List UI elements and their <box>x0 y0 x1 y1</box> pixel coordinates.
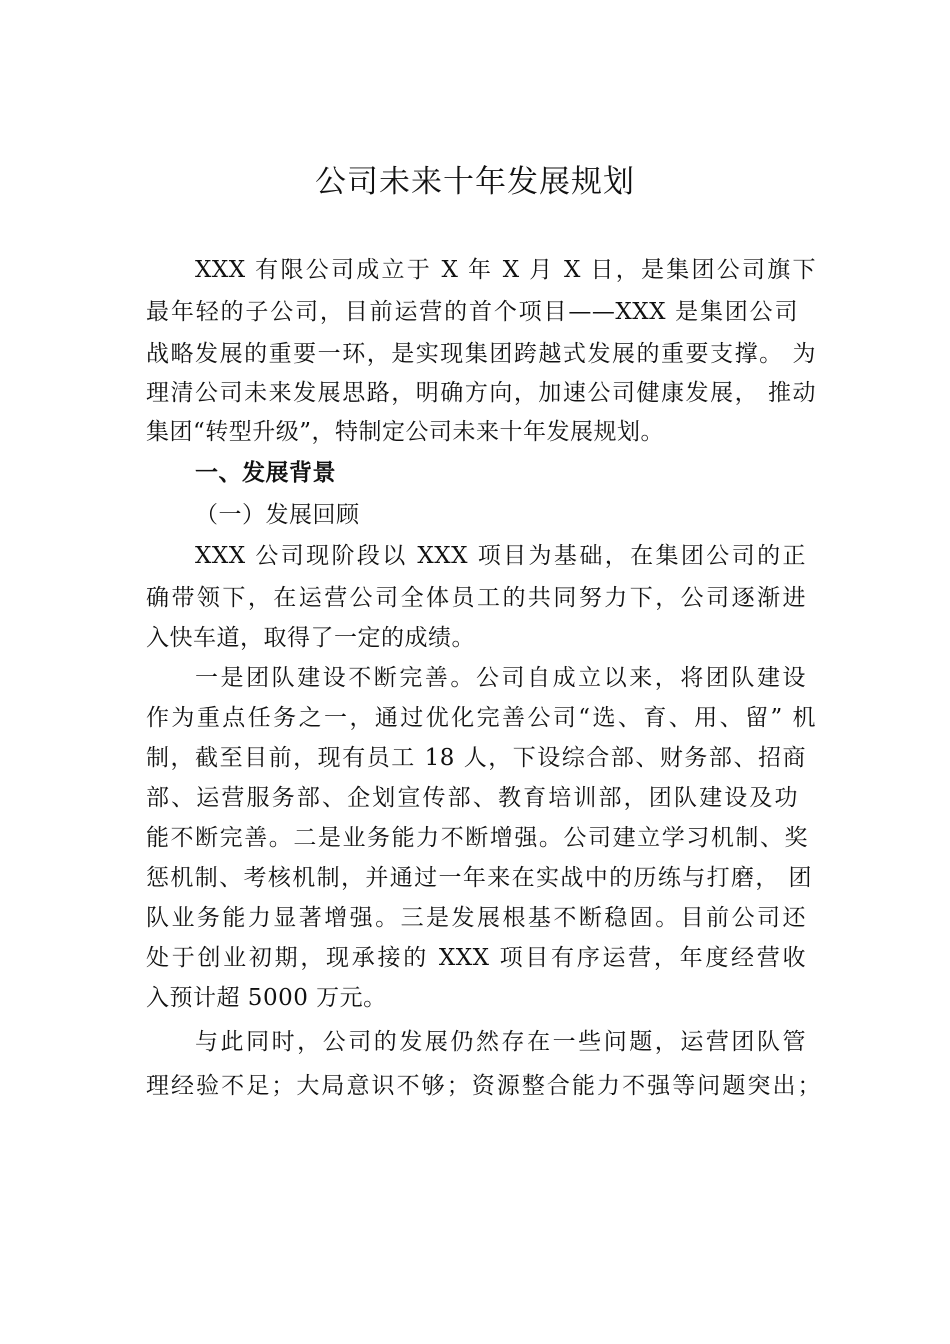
paragraph-line: 作为重点任务之一，通过优化完善公司“选、育、用、留” 机 <box>146 705 816 731</box>
subsection-heading: （一）发展回顾 <box>195 502 360 528</box>
paragraph-line: 队业务能力显著增强。三是发展根基不断稳固。目前公司还 <box>146 905 806 931</box>
paragraph-line: 入快车道，取得了一定的成绩。 <box>146 625 475 651</box>
paragraph-line: 理清公司未来发展思路，明确方向，加速公司健康发展， 推动 <box>146 380 816 406</box>
paragraph-line: 战略发展的重要一环，是实现集团跨越式发展的重要支撑。 为 <box>146 341 816 367</box>
paragraph-line: XXX 公司现阶段以 XXX 项目为基础，在集团公司的正 <box>195 543 806 569</box>
paragraph-line: 理经验不足；大局意识不够；资源整合能力不强等问题突出； <box>146 1073 821 1099</box>
paragraph-line: 一是团队建设不断完善。公司自成立以来，将团队建设 <box>195 665 806 691</box>
paragraph-line: 与此同时，公司的发展仍然存在一些问题，运营团队管 <box>195 1029 806 1055</box>
section-heading: 一、发展背景 <box>195 459 336 486</box>
paragraph-line: 入预计超 5000 万元。 <box>146 985 387 1011</box>
document-title: 公司未来十年发展规划 <box>315 164 635 200</box>
paragraph-line: 处于创业初期，现承接的 XXX 项目有序运营，年度经营收 <box>146 945 806 971</box>
paragraph-line: 集团“转型升级”，特制定公司未来十年发展规划。 <box>146 419 665 445</box>
paragraph-line: 最年轻的子公司，目前运营的首个项目——XXX 是集团公司 <box>146 299 798 325</box>
paragraph-line: 确带领下，在运营公司全体员工的共同努力下，公司逐渐进 <box>146 585 806 611</box>
paragraph-line: XXX 有限公司成立于 X 年 X 月 X 日，是集团公司旗下 <box>195 257 816 283</box>
paragraph-line: 部、运营服务部、企划宣传部、教育培训部，团队建设及功 <box>146 785 798 811</box>
paragraph-line: 惩机制、考核机制，并通过一年来在实战中的历练与打磨， 团 <box>146 865 812 891</box>
paragraph-line: 能不断完善。二是业务能力不断增强。公司建立学习机制、奖 <box>146 825 808 851</box>
paragraph-line: 制，截至目前，现有员工 18 人，下设综合部、财务部、招商 <box>146 745 806 771</box>
